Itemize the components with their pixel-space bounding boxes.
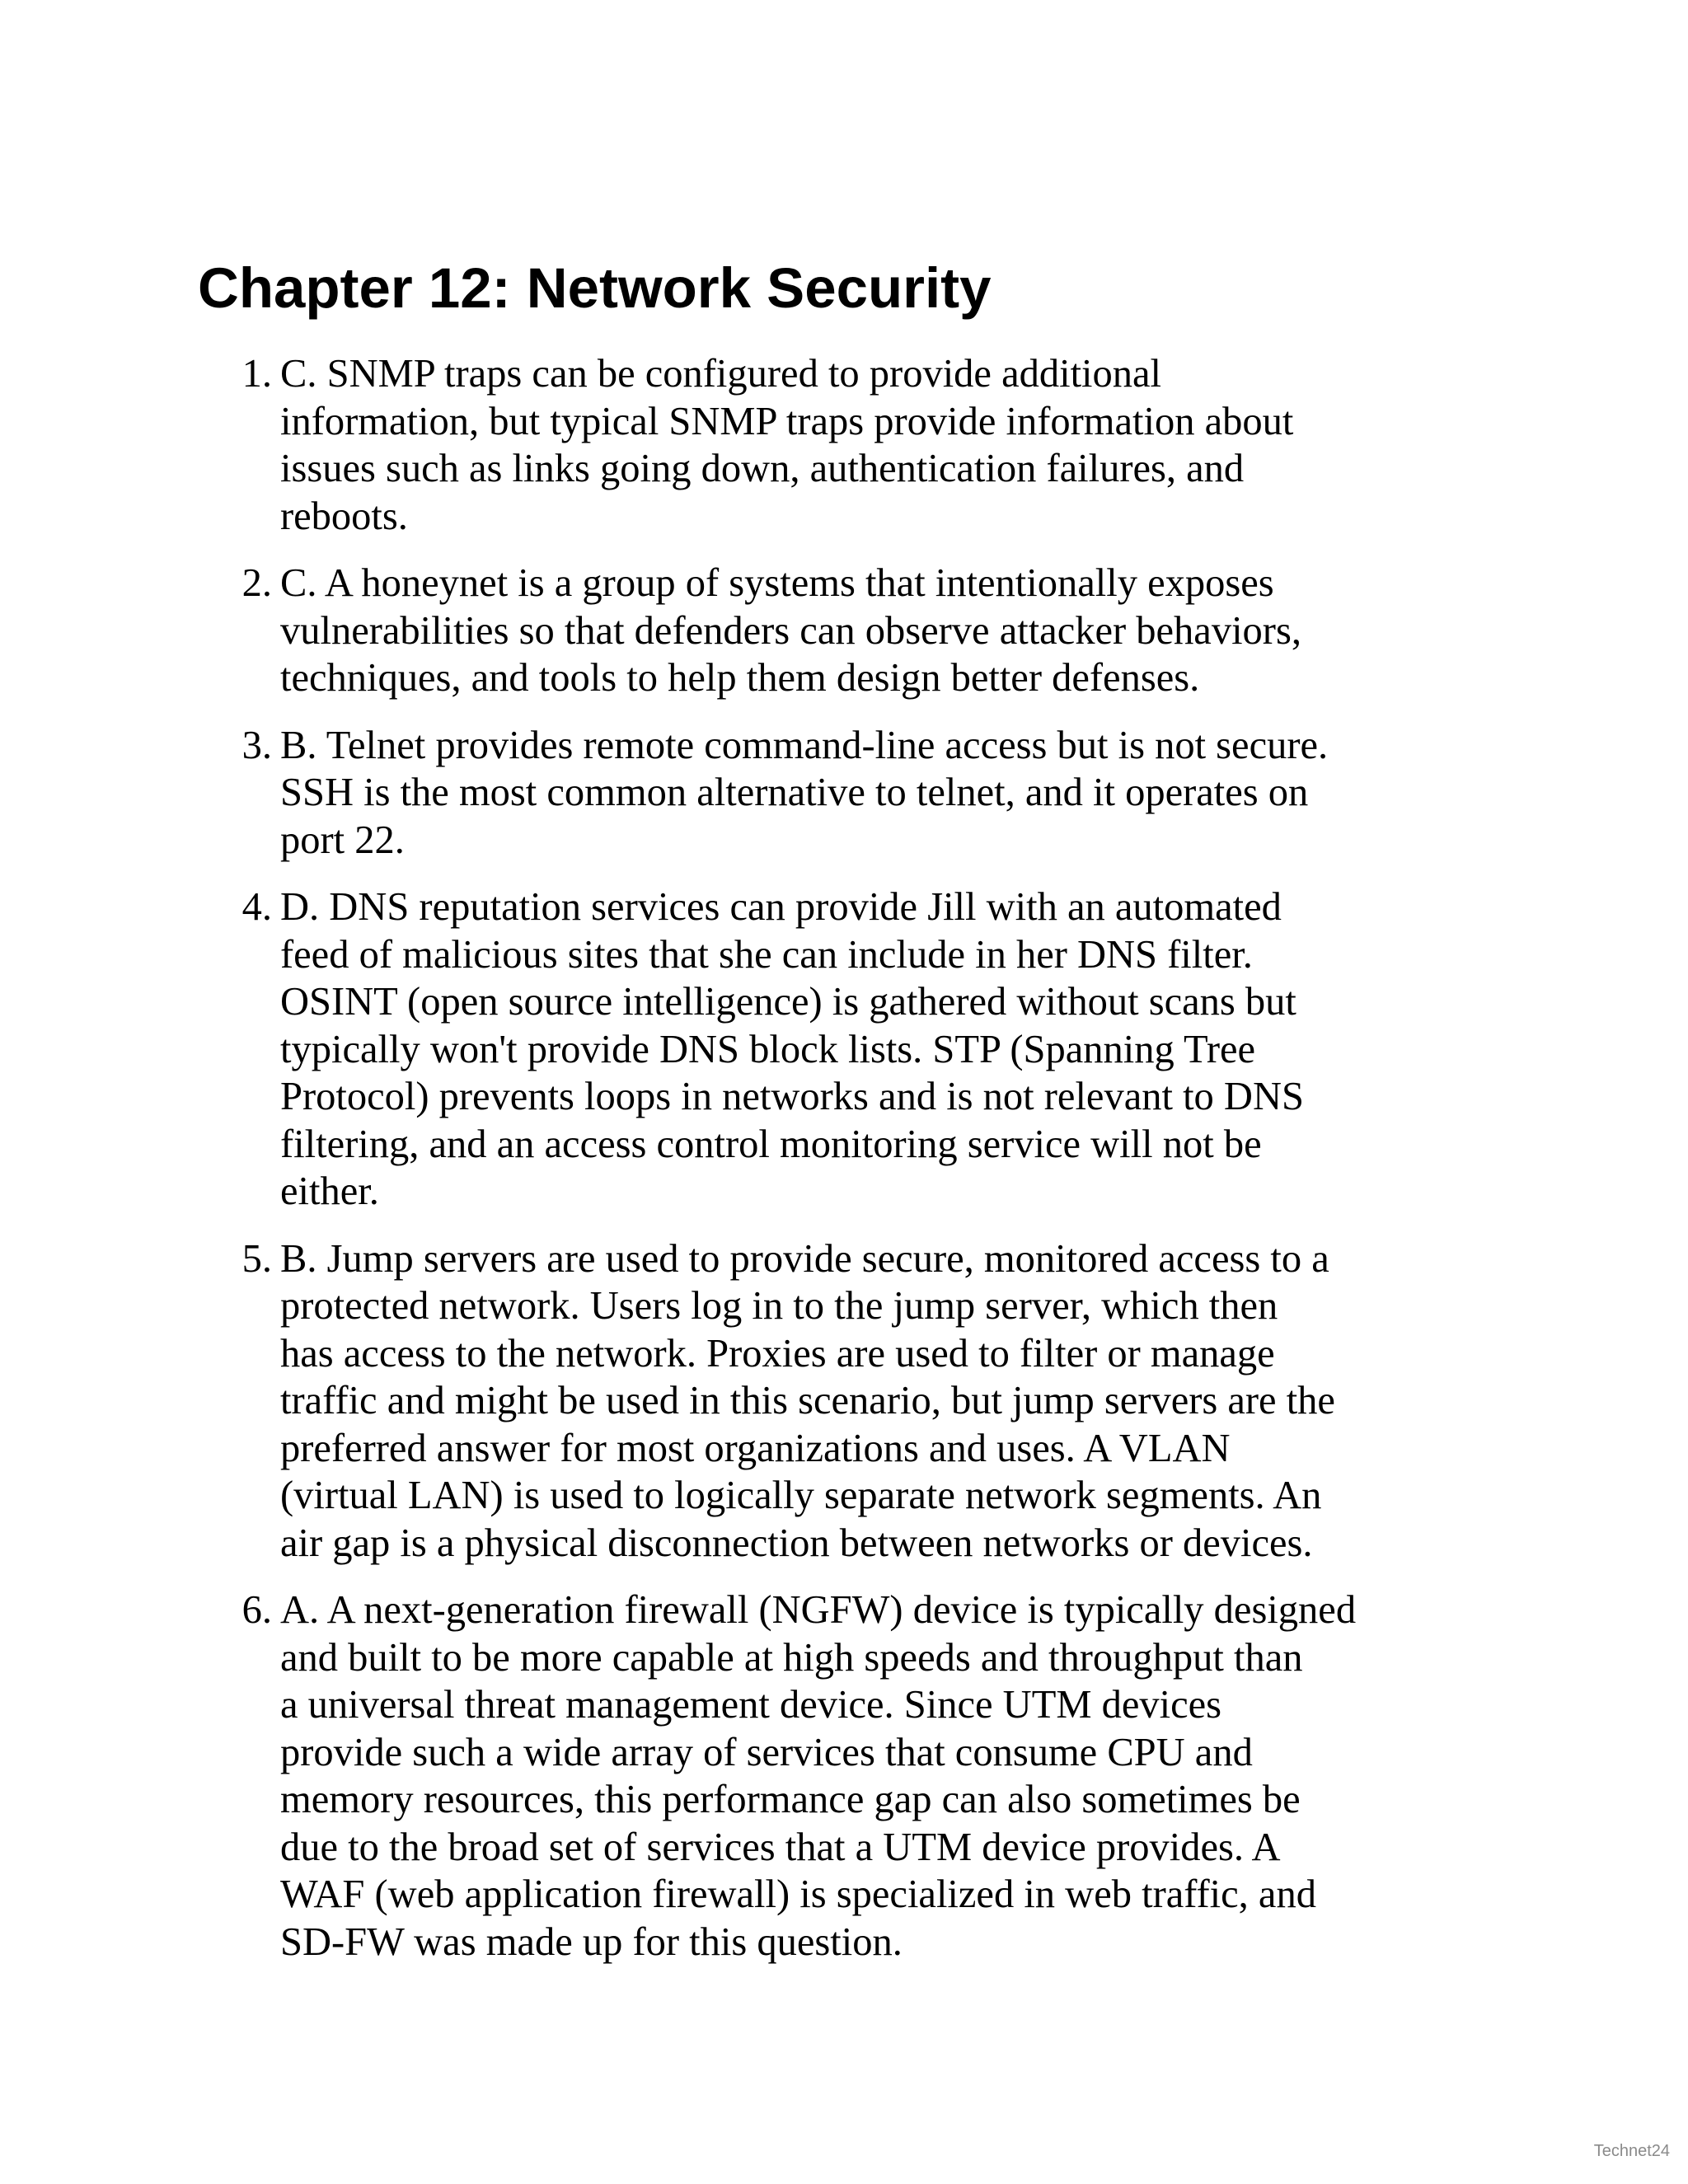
answer-list: [241, 350, 1508, 1985]
answer-line: air gap is a physical disconnection between networks or devices.: [280, 1521, 1313, 1565]
answer-line: issues such as links going down, authentication failures, and: [280, 447, 1245, 490]
answer-line: B. Telnet provides remote command-line access but is not secure.: [280, 723, 1329, 767]
answer-item: [241, 722, 1508, 865]
answer-line: C. SNMP traps can be configured to provide additional: [280, 352, 1162, 396]
answer-line: and built to be more capable at high speeds and throughput than: [280, 1635, 1303, 1680]
answer-number: 6.: [241, 1588, 272, 1632]
answer-text: [280, 883, 1508, 1216]
answer-text: [280, 1235, 1508, 1568]
answer-line: has access to the network. Proxies are used to filter or manage: [280, 1331, 1275, 1376]
chapter-title: Chapter 12: Network Security: [198, 256, 992, 320]
answer-line: port 22.: [280, 818, 405, 862]
answer-line: feed of malicious sites that she can include in her DNS filter.: [280, 932, 1253, 977]
answer-line: due to the broad set of services that a UTM device provides. A: [280, 1825, 1281, 1869]
answer-number: 1.: [241, 352, 272, 396]
answer-item: [241, 1586, 1508, 1966]
answer-line: OSINT (open source intelligence) is gathered without scans but: [280, 980, 1296, 1024]
answer-line: traffic and might be used in this scenario, but jump servers are the: [280, 1379, 1335, 1422]
answer-line: vulnerabilities so that defenders can observe attacker behaviors,: [280, 608, 1301, 653]
answer-number: 5.: [241, 1236, 272, 1281]
answer-line: SSH is the most common alternative to telnet, and it operates on: [280, 771, 1309, 814]
answer-line: filtering, and an access control monitoring service will not be: [280, 1122, 1262, 1166]
answer-text: [280, 350, 1508, 540]
answer-number: 4.: [241, 885, 272, 929]
answer-number: 2.: [241, 561, 272, 605]
answer-line: (virtual LAN) is used to logically separate network segments. An: [280, 1474, 1322, 1517]
answer-item: [241, 350, 1508, 540]
answer-line: provide such a wide array of services that consume CPU and: [280, 1730, 1253, 1774]
answer-item: [241, 1235, 1508, 1568]
answer-item: [241, 560, 1508, 702]
answer-line: C. A honeynet is a group of systems that intentionally exposes: [280, 561, 1274, 605]
answer-line: typically won't provide DNS block lists. STP (Spanning Tree: [280, 1027, 1256, 1071]
answer-line: B. Jump servers are used to provide secure, monitored access to a: [280, 1236, 1329, 1281]
answer-text: [280, 722, 1508, 865]
answer-line: a universal threat management device. Since UTM devices: [280, 1683, 1221, 1727]
answer-text: [280, 560, 1508, 702]
watermark: Technet24: [1593, 2142, 1670, 2160]
answer-line: information, but typical SNMP traps provide information about: [280, 399, 1294, 443]
answer-line: D. DNS reputation services can provide Jill with an automated: [280, 885, 1282, 929]
answer-text: [280, 1586, 1508, 1966]
answer-line: preferred answer for most organizations and uses. A VLAN: [280, 1426, 1231, 1470]
answer-line: memory resources, this performance gap can also sometimes be: [280, 1778, 1301, 1821]
answer-line: Protocol) prevents loops in networks and is not relevant to DNS: [280, 1075, 1304, 1118]
answer-number: 3.: [241, 723, 272, 767]
answer-line: either.: [280, 1169, 379, 1213]
answer-line: reboots.: [280, 494, 408, 538]
answer-item: [241, 883, 1508, 1216]
answer-line: WAF (web application firewall) is specialized in web traffic, and: [280, 1872, 1316, 1916]
answer-line: A. A next-generation firewall (NGFW) device is typically designed: [280, 1588, 1357, 1632]
answer-line: SD-FW was made up for this question.: [280, 1919, 903, 1964]
answer-line: protected network. Users log in to the jump server, which then: [280, 1284, 1278, 1328]
answer-line: techniques, and tools to help them design better defenses.: [280, 656, 1200, 700]
